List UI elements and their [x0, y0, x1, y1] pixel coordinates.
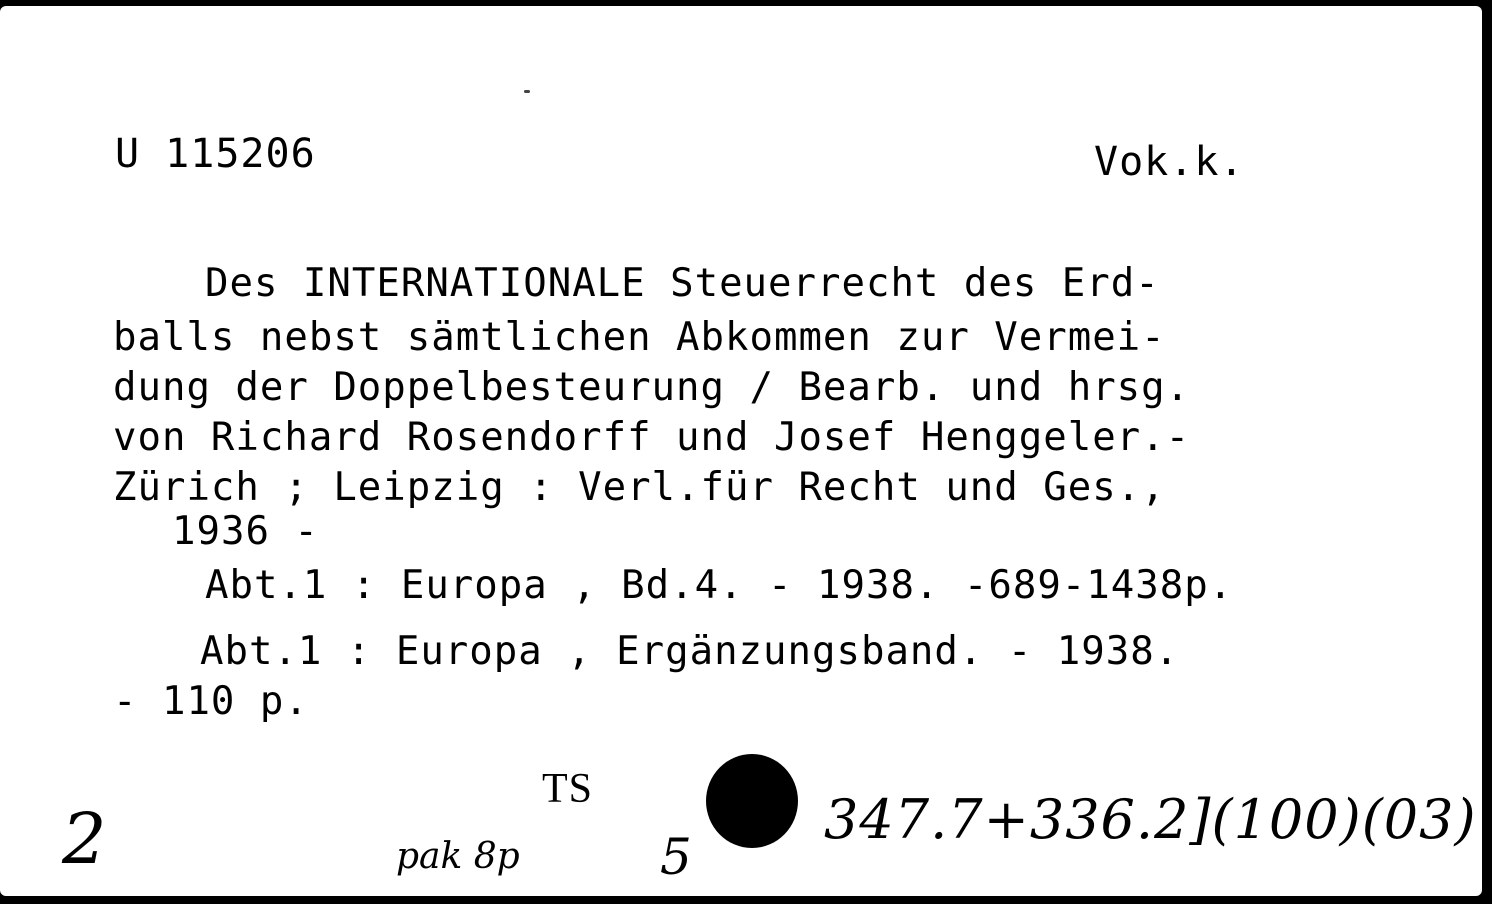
- catalog-card: [0, 6, 1482, 896]
- handwritten-pak-note: pak 8p: [396, 836, 520, 877]
- holdings-line: Abt.1 : Europa , Ergänzungsband. - 1938.: [200, 629, 1180, 674]
- punch-dot: [706, 754, 798, 848]
- location-code: Vok.k.: [1094, 139, 1245, 185]
- entry-line: Des INTERNATIONALE Steuerrecht des Erd-: [205, 261, 1160, 306]
- holdings-line: - 110 p.: [113, 679, 309, 724]
- handwritten-number: 5: [660, 828, 692, 886]
- call-number: U 115206: [115, 131, 316, 177]
- speck-mark: [524, 90, 530, 93]
- ts-label: TS: [542, 766, 594, 812]
- entry-line: dung der Doppelbesteurung / Bearb. und hrsg.: [113, 365, 1191, 410]
- entry-line: 1936 -: [172, 509, 319, 554]
- card-edge: [1482, 0, 1492, 904]
- handwritten-left-mark: 2: [62, 798, 107, 880]
- entry-line: balls nebst sämtlichen Abkommen zur Vermei-: [113, 315, 1166, 360]
- holdings-line: Abt.1 : Europa , Bd.4. - 1938. -689-1438p.: [205, 563, 1234, 608]
- entry-line: von Richard Rosendorff und Josef Henggeler.-: [113, 415, 1191, 460]
- entry-line: Zürich ; Leipzig : Verl.für Recht und Ges.,: [113, 465, 1166, 510]
- handwritten-classification: 347.7+336.2](100)(03): [824, 788, 1477, 851]
